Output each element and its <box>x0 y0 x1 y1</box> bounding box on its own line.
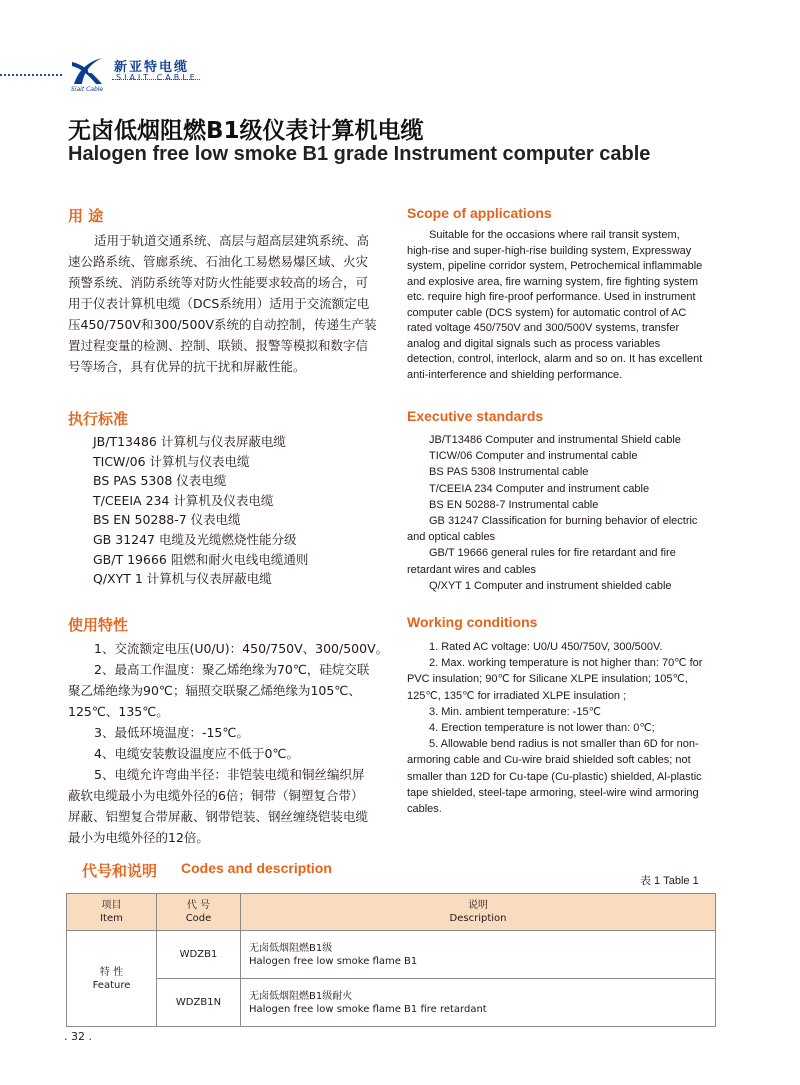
feature-en: Feature <box>92 979 131 991</box>
table-row <box>67 979 716 1027</box>
desc-cn: 无卤低烟阻燃B1级耐火 <box>249 990 353 1002</box>
col-desc-en: Description <box>449 913 507 924</box>
condition-line-en: cables. <box>407 803 442 816</box>
usage-cn-line: 用于仪表计算机电缆（DCS系统用）适用于交流额定电 <box>68 296 370 311</box>
usage-en-line: system, pipeline corridor system, Petrochemical inflammable <box>407 260 703 272</box>
col-desc-cn: 说明 <box>468 900 488 911</box>
condition-line-cn: 3、最低环境温度：-15℃。 <box>94 725 249 740</box>
usage-en-line: Suitable for the occasions where rail transit system, <box>429 229 680 241</box>
header-dotted-rule <box>0 74 62 76</box>
brand-name-cn: 新亚特电缆 <box>114 60 190 75</box>
condition-line-cn: 125℃、135℃。 <box>68 704 169 719</box>
conditions-heading-en: Working conditions <box>407 614 538 630</box>
page-title-cn: 无卤低烟阻燃B1级仪表计算机电缆 <box>68 118 424 144</box>
standards-heading-en: Executive standards <box>407 408 544 424</box>
condition-line-cn: 1、交流额定电压(U0/U)：450/750V、300/500V。 <box>94 641 389 656</box>
usage-cn-line: 号等场合，具有优异的抗干扰和屏蔽性能。 <box>68 359 306 374</box>
page-title-en: Halogen free low smoke B1 grade Instrument computer cable <box>68 143 651 165</box>
usage-en-line: rated voltage 450/750V and 300/500V systems, transfer <box>407 322 680 334</box>
standard-item-cn: GB 31247 电缆及光缆燃烧性能分级 <box>93 531 297 547</box>
standard-line-en: JB/T13486 Computer and instrumental Shield cable <box>429 434 681 446</box>
usage-cn-line: 适用于轨道交通系统、高层与超高层建筑系统、高 <box>94 233 370 248</box>
usage-cn-line: 压450/750V和300/500V系统的自动控制，传递生产装 <box>68 317 377 332</box>
desc-en: Halogen free low smoke flame B1 <box>249 955 418 967</box>
condition-line-cn: 4、电缆安装敷设温度应不低于0℃。 <box>94 746 299 761</box>
condition-line-en: PVC insulation; 90℃ for Silicane XLPE insulation; 105℃, <box>407 673 688 686</box>
desc-cell <box>241 931 716 979</box>
standard-line-en: retardant wires and cables <box>407 563 537 576</box>
condition-line-cn: 屏蔽、铝塑复合带屏蔽、钢带铠装、钢丝缠绕铠装电缆 <box>68 809 369 824</box>
usage-cn-line: 速公路系统、管廊系统、石油化工易燃易爆区域、火灾 <box>68 254 369 269</box>
table-label: 表 1 Table 1 <box>640 875 699 887</box>
col-code-header <box>157 894 241 931</box>
desc-cell <box>241 979 716 1027</box>
logo-caption: Siait Cable <box>71 86 104 93</box>
standards-heading-cn: 执行标准 <box>68 410 129 428</box>
condition-line-cn: 最小为电缆外径的12倍。 <box>68 830 209 845</box>
page-number: . 32 . <box>64 1030 92 1043</box>
col-item-header <box>67 894 157 931</box>
usage-text-en <box>407 228 717 383</box>
usage-cn-line: 置过程变量的检测、控制、联锁、报警等模拟和数字信 <box>68 338 369 353</box>
usage-cn-line: 预警系统、消防系统等对防火性能要求较高的场合，可 <box>68 275 369 290</box>
condition-line-en: tape shielded, steel-tape armoring, steel-wire wind armoring <box>407 786 699 799</box>
standard-item-cn: TICW/06 计算机与仪表电缆 <box>93 453 250 469</box>
standard-line-en: TICW/06 Computer and instrumental cable <box>429 450 638 463</box>
condition-line-en: 3. Min. ambient temperature: -15℃ <box>429 705 601 718</box>
usage-en-line: computer cable (DCS system) for automatic control of AC <box>407 306 687 319</box>
table-row <box>67 931 716 979</box>
codes-heading-cn: 代号和说明 <box>82 862 158 880</box>
usage-heading-cn: 用 途 <box>68 207 104 225</box>
standard-line-en: and optical cables <box>407 531 496 544</box>
feature-group-cell <box>67 931 157 1027</box>
desc-cn: 无卤低烟阻燃B1级 <box>249 942 333 954</box>
siait-logo-icon <box>68 54 108 88</box>
standard-item-cn: T/CEEIA 234 计算机及仪表电缆 <box>93 492 274 508</box>
standard-item-cn: GB/T 19666 阻燃和耐火电线电缆通则 <box>93 551 309 567</box>
condition-line-en: 4. Erection temperature is not lower than: 0℃; <box>429 722 655 735</box>
usage-text-cn <box>68 230 386 377</box>
standard-line-en: BS EN 50288-7 Instrumental cable <box>429 498 599 511</box>
col-item-cn: 项目 <box>101 900 122 911</box>
col-code-cn: 代 号 <box>186 900 211 911</box>
standard-item-cn: Q/XYT 1 计算机与仪表屏蔽电缆 <box>93 571 272 587</box>
table-header-row <box>67 894 716 931</box>
col-item-en: Item <box>100 913 123 924</box>
usage-en-line: etc. require high fire-proof performance. Used in instrument <box>407 291 696 303</box>
condition-line-en: armoring cable and Cu-wire braid shielded soft cables; not <box>407 754 691 767</box>
condition-line-cn: 5、电缆允许弯曲半径：非铠装电缆和铜丝编织屏 <box>94 767 365 782</box>
condition-line-cn: 2、最高工作温度：聚乙烯绝缘为70℃，硅烷交联 <box>94 662 370 677</box>
codes-table <box>66 893 716 1027</box>
condition-line-en: 5. Allowable bend radius is not smaller than 6D for non- <box>429 738 699 751</box>
standard-line-en: T/CEEIA 234 Computer and instrument cable <box>429 482 650 495</box>
usage-heading-en: Scope of applications <box>407 205 552 221</box>
usage-en-line: anti-interference and shielding performance. <box>407 368 623 381</box>
condition-line-cn: 聚乙烯绝缘为90℃；辐照交联聚乙烯绝缘为105℃、 <box>68 683 361 698</box>
col-desc-header <box>241 894 716 931</box>
standard-item-cn: BS PAS 5308 仪表电缆 <box>93 473 227 489</box>
standards-list-en <box>407 432 719 594</box>
condition-line-en: 2. Max. working temperature is not higher than: 70℃ for <box>429 657 703 670</box>
standard-line-en: Q/XYT 1 Computer and instrument shielded cable <box>429 579 672 592</box>
condition-line-cn: 蔽软电缆最小为电缆外径的6倍；铜带（铜塑复合带） <box>68 788 364 803</box>
col-code-en: Code <box>185 913 212 924</box>
condition-line-en: 125℃, 135℃ for irradiated XLPE insulation ; <box>407 689 627 702</box>
usage-en-line: analog and digital signals such as process variables <box>407 337 661 350</box>
conditions-text-cn <box>68 638 388 848</box>
standard-line-en: GB 31247 Classification for burning behavior of electric <box>429 515 698 528</box>
standard-line-en: BS PAS 5308 Instrumental cable <box>429 466 589 479</box>
code-cell: WDZB1 <box>157 931 241 979</box>
conditions-heading-cn: 使用特性 <box>68 616 129 634</box>
feature-cn: 特 性 <box>99 966 124 978</box>
desc-en: Halogen free low smoke flame B1 fire retardant <box>249 1003 487 1015</box>
usage-en-line: detection, control, interlock, alarm and so on. It has excellent <box>407 353 703 365</box>
brand-name-en: SIAIT CABLE <box>116 73 198 82</box>
condition-line-en: smaller than 12D for Cu-tape (Cu-plastic) shielded, Al-plastic <box>407 770 702 783</box>
conditions-text-en <box>407 639 719 817</box>
codes-heading-en: Codes and description <box>181 860 332 876</box>
usage-en-line: and explosive area, fire warning system, fire fighting system <box>407 275 699 288</box>
standard-line-en: GB/T 19666 general rules for fire retardant and fire <box>429 547 676 560</box>
code-cell: WDZB1N <box>157 979 241 1027</box>
standard-item-cn: BS EN 50288-7 仪表电缆 <box>93 512 241 528</box>
standards-list-cn <box>93 432 308 589</box>
usage-en-line: high-rise and super-high-rise building system, Expressway <box>407 244 692 257</box>
condition-line-en: 1. Rated AC voltage: U0/U 450/750V, 300/500V. <box>429 641 663 653</box>
standard-item-cn: JB/T13486 计算机与仪表屏蔽电缆 <box>93 434 286 449</box>
